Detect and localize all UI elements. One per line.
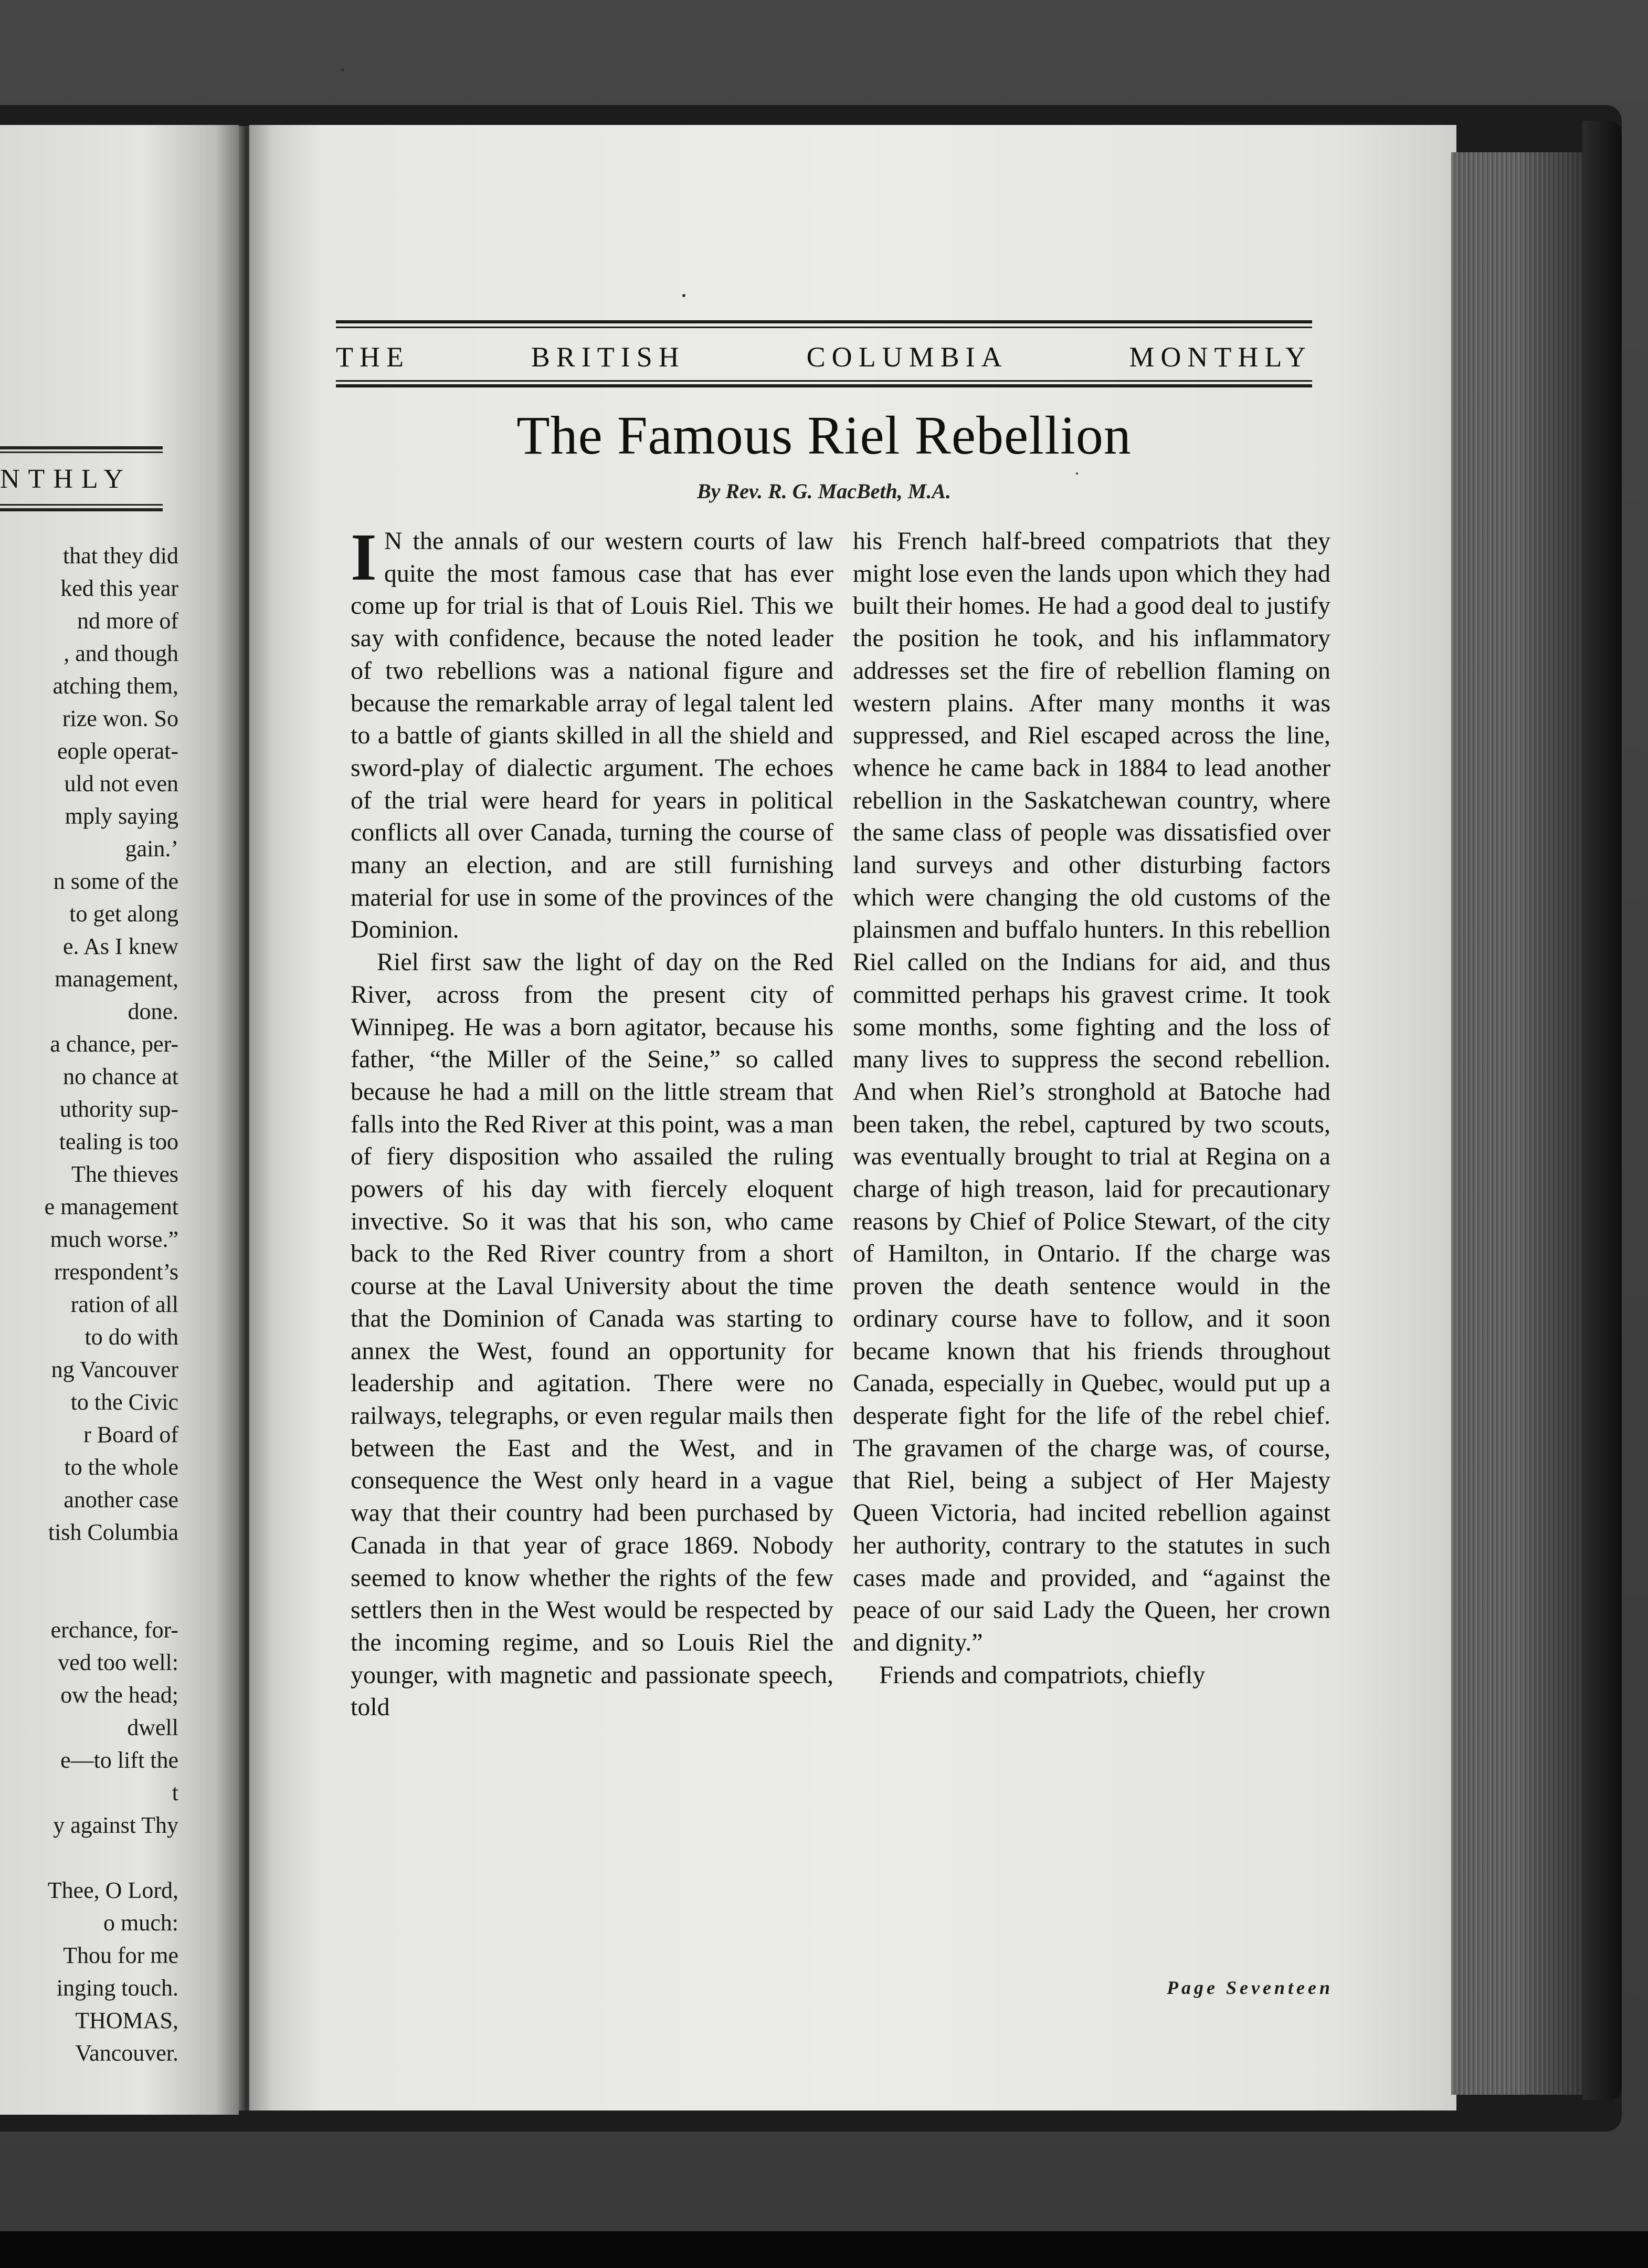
left-header-rule-top-thin [0, 452, 163, 453]
left-page-line: y against Thy [53, 1812, 178, 1838]
left-page-line: tealing is too [59, 1129, 178, 1154]
left-page-line: e. As I knew [63, 933, 178, 959]
bottom-band [0, 2231, 1648, 2268]
left-page-line: a chance, per- [50, 1031, 178, 1057]
paragraph-3: his French half-breed compatriots that they might lose even the lands upon which they had built their homes. He had a good deal to justify the position he took, and his inflammatory addresses set the fire of rebellion flaming on western plains. After many months it was suppressed, and Riel escaped across the line, whence he came back in 1884 to lead another rebellion in the Saskatchewan country, where the same class of people was dissatisfied over land surveys and other disturbing factors which were changing the old customs of the plainsmen and buffalo hunters. In this rebellion Riel called on the Indians for aid, and thus committed perhaps his gravest crime. It took some months, some fighting and the loss of many lives to suppress the second rebellion. And when Riel’s stronghold at Batoche had been taken, the rebel, captured by two scouts, was eventually brought to trial at Regina on a charge of high treason, laid for precautionary reasons by Chief of Police Stewart, of the city of Hamilton, in Ontario. If the charge was proven the death sentence would in the ordinary course have to follow, and it soon became known that his friends throughout Canada, especially in Quebec, would put up a desperate fight for the life of the rebel chief. The gravamen of the charge was, of course, that Riel, being a subject of Her Majesty Queen Victoria, had incited rebellion against her authority, contrary to the statutes in such cases made and provided, and “against the peace of our said Lady the Queen, her crown and dignity.” [853, 527, 1330, 1656]
paragraph-1: N the annals of our western courts of law quite the most famous case that has ever come up for trial is that of Louis Riel. This we say with confidence, because the noted leader of two rebellions was a national figure and because the remarkable array of legal talent led to a battle of giants skilled in all the shield and sword-play of dialectic argument. The echoes of the trial were heard for years in political conflicts all over Canada, turning the course of many an election, and are still furnishing material for use in some of the provinces of the Dominion. [351, 527, 833, 944]
drop-cap: I [351, 520, 377, 594]
header-rule-top [336, 320, 1312, 323]
left-page-line: n some of the [53, 868, 178, 894]
speck [682, 294, 685, 297]
left-page-line: e management [44, 1194, 178, 1220]
left-page-line: to the whole [64, 1454, 178, 1480]
article-byline: By Rev. R. G. MacBeth, M.A. [696, 479, 952, 503]
left-page-line: o much: [103, 1910, 178, 1936]
left-page-line: to the Civic [70, 1389, 178, 1415]
left-page-line: ng Vancouver [51, 1357, 178, 1382]
left-page-line: r Board of [83, 1422, 178, 1447]
left-page-line: inging touch. [56, 1975, 178, 2001]
left-page-line: Thou for me [63, 1942, 178, 1968]
left-page-line: to get along [69, 901, 178, 927]
left-header-rule-top [0, 446, 163, 449]
left-page-line: Thee, O Lord, [47, 1877, 178, 1903]
left-page-line: another case [64, 1487, 178, 1513]
left-page [0, 125, 239, 2115]
left-page-line: ow the head; [60, 1682, 178, 1708]
left-page-line [0, 1549, 178, 1581]
left-page-line: rize won. So [62, 706, 178, 731]
article-column-right [853, 525, 1330, 1691]
page-number: Page Seventeen [1167, 1977, 1333, 1998]
left-page-line: The thieves [71, 1161, 178, 1187]
left-page-line: Vancouver. [75, 2040, 178, 2066]
left-page-line: no chance at [63, 1064, 178, 1089]
left-page-line [0, 1581, 178, 1614]
left-page-line: atching them, [52, 673, 178, 699]
book-spine [1582, 121, 1622, 2100]
left-page-line: to do with [84, 1324, 178, 1350]
header-rule-bottom-thin [336, 380, 1312, 382]
header-rule-top-thin [336, 327, 1312, 328]
header-word-columbia: COLUMBIA [806, 341, 1008, 373]
left-page-line: nd more of [77, 608, 178, 634]
left-header-rule-bottom [0, 508, 163, 511]
left-page-line: erchance, for- [50, 1617, 178, 1643]
header-word-the: THE [336, 341, 410, 373]
paragraph-4: Friends and compatriots, chiefly [879, 1661, 1206, 1689]
left-page-line: much worse.” [50, 1226, 178, 1252]
left-page-line: management, [55, 966, 178, 992]
left-page-line: , and though [64, 640, 178, 666]
left-page-line: mply saying [65, 803, 178, 829]
header-word-british: BRITISH [531, 341, 685, 373]
left-page-line: ration of all [70, 1292, 178, 1317]
left-page-line: done. [128, 999, 178, 1024]
header-rule-bottom [336, 384, 1312, 387]
left-header-fragment: NTHLY [0, 464, 132, 494]
left-page-line: gain.’ [125, 836, 178, 862]
left-page-line: THOMAS, [75, 2008, 178, 2033]
header-word-monthly: MONTHLY [1129, 341, 1312, 373]
article-title: The Famous Riel Rebellion [516, 405, 1132, 466]
speck [1076, 472, 1078, 475]
left-page-line: ved too well: [58, 1650, 178, 1675]
article-column-left [351, 520, 833, 1724]
speck [341, 68, 344, 71]
left-page-line: uld not even [64, 771, 178, 796]
left-page-text [0, 540, 178, 2070]
left-page-line: ked this year [60, 575, 178, 601]
magazine-header [336, 336, 1312, 378]
left-page-line: e—to lift the [60, 1747, 178, 1773]
left-page-line: tish Columbia [48, 1519, 178, 1545]
left-page-line: t [172, 1780, 178, 1805]
left-page-line: dwell [127, 1715, 178, 1740]
left-header-rule-bottom-thin [0, 504, 163, 506]
left-page-line: rrespondent’s [54, 1259, 178, 1285]
paragraph-2: Riel first saw the light of day on the Red River, across from the present city of Winnipeg. He was a born agitator, because his father, “the Miller of the Seine,” so called because he had a mill on the little stream that falls into the Red River at this point, was a man of fiery disposition who assailed the ruling powers of his day with fiercely eloquent invective. So it was that his son, who came back to the Red River country from a short course at the Laval University about the time that the Dominion of Canada was starting to annex the West, found an opportunity for leadership and agitation. There were no railways, telegraphs, or even regular mails then between the East and the West, and in consequence the West only heard in a vague way that their country had been purchased by Canada in that year of grace 1869. Nobody seemed to know whether the rights of the few settlers then in the West would be respected by the incoming regime, and so Louis Riel the younger, with magnetic and passionate speech, told [351, 948, 833, 1721]
page-edges-shadow [1522, 152, 1585, 2095]
left-page-line: uthority sup- [59, 1096, 178, 1122]
left-page-line: eople operat- [57, 738, 178, 764]
left-page-line [0, 1842, 178, 1874]
left-page-line: that they did [63, 543, 178, 569]
